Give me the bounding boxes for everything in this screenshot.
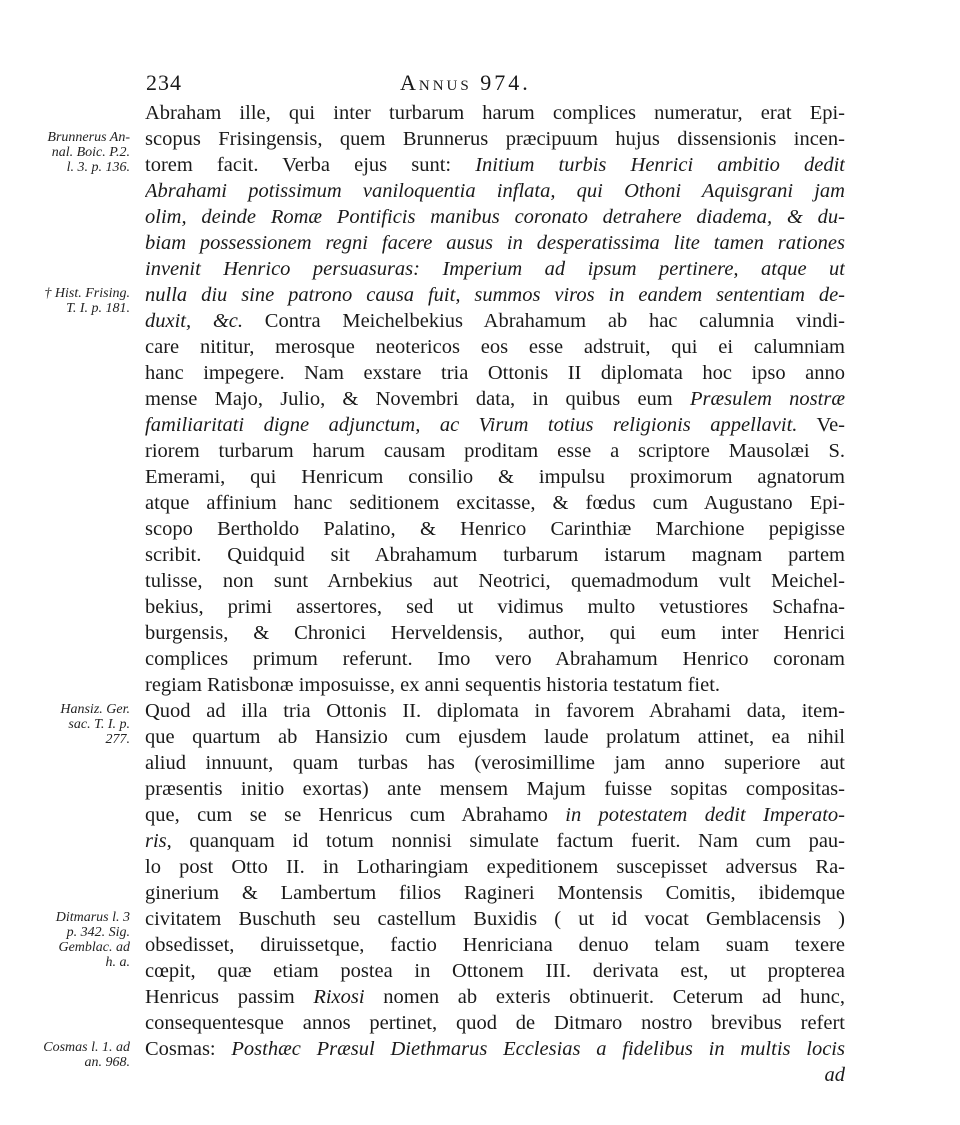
text-segment: hanc impegere. Nam exstare tria Ottonis II diplomata hoc ipso anno [145, 362, 845, 384]
text-line [145, 516, 845, 542]
text-line [145, 386, 845, 412]
text-segment: que quartum ab Hansizio cum ejusdem laude prolatum attinet, ea nihil [145, 726, 845, 748]
text-line [145, 802, 845, 828]
text-segment: ginerium & Lambertum filios Ragineri Montensis Comitis, ibidemque [145, 882, 845, 904]
text-line [145, 256, 845, 282]
text-line [145, 1062, 845, 1088]
text-segment: torem facit. Verba ejus sunt: [145, 154, 476, 176]
text-segment: scribit. Quidquid sit Abrahamum turbarum istarum magnam partem [145, 544, 845, 566]
text-segment: Cosmas: [145, 1038, 232, 1060]
text-segment: cœpit, quæ etiam postea in Ottonem III. derivata est, ut propterea [145, 960, 845, 982]
text-line [145, 100, 845, 126]
text-segment: præsentis initio exortas) ante mensem Majum fuisse sopitas compositas- [145, 778, 845, 800]
text-line [145, 308, 845, 334]
italic-segment: Rixosi [313, 986, 365, 1008]
body-text [145, 100, 845, 1088]
text-segment: Henricus passim [145, 986, 314, 1008]
text-line [145, 282, 845, 308]
margin-note-line: † Hist. Frising. [44, 286, 130, 301]
margin-note-line: sac. T. I. p. [68, 717, 130, 732]
text-line [145, 854, 845, 880]
italic-segment: Initium turbis Henrici ambitio dedit [475, 154, 845, 176]
margin-note-line: Brunnerus An- [47, 130, 130, 145]
italic-segment: nulla diu sine patrono causa fuit, summos viros in eandem sententiam de- [145, 284, 845, 306]
text-line [145, 438, 845, 464]
text-line [145, 1010, 845, 1036]
italic-segment: Præsulem nostræ [689, 388, 845, 410]
text-line [145, 672, 845, 698]
text-line [145, 542, 845, 568]
text-segment: atque affinium hanc seditionem excitasse, & fœdus cum Augustano Epi- [145, 492, 845, 514]
margin-note-line: l. 3. p. 136. [66, 160, 130, 175]
text-line [145, 984, 845, 1010]
text-segment: Contra Meichelbekius Abrahamum ab hac calumnia vindi- [243, 310, 845, 332]
text-segment: Emerami, qui Henricum consilio & impulsu proximorum agnatorum [145, 466, 845, 488]
italic-segment: familiaritati digne adjunctum, ac Virum totius religionis appellavit. [145, 414, 798, 436]
text-line [145, 568, 845, 594]
text-segment: Ve- [797, 414, 845, 436]
text-segment: civitatem Buschuth seu castellum Buxidis ( ut id vocat Gemblacensis ) [145, 908, 845, 930]
margin-note-line: h. a. [105, 955, 130, 970]
margin-note-line: Ditmarus l. 3 [55, 910, 130, 925]
text-line [145, 932, 845, 958]
text-line [145, 412, 845, 438]
text-line [145, 698, 845, 724]
text-segment: Quod ad illa tria Ottonis II. diplomata in favorem Abrahami data, item- [145, 700, 845, 722]
text-segment: consequentesque annos pertinet, quod de Ditmaro nostro brevibus refert [145, 1012, 845, 1034]
text-line [145, 1036, 845, 1062]
italic-segment: duxit, &c. [145, 310, 244, 332]
text-segment: obsedisset, diruissetque, factio Henriciana denuo telam suam texere [145, 934, 845, 956]
page-number: 234 [146, 70, 182, 95]
margin-note-line: an. 968. [84, 1055, 130, 1070]
page-header [140, 70, 840, 100]
text-line [145, 750, 845, 776]
text-line [145, 152, 845, 178]
text-line [145, 880, 845, 906]
italic-segment: Abrahami potissimum vaniloquentia inflata, qui Othoni Aquisgrani jam [145, 180, 845, 202]
text-segment: scopus Frisingensis, quem Brunnerus præcipuum hujus dissensionis incen- [145, 128, 845, 150]
italic-segment: olim, deinde Romæ Pontificis manibus coronato detrahere diadema, & du- [145, 206, 845, 228]
text-line [145, 646, 845, 672]
text-line [145, 204, 845, 230]
text-segment: aliud innuunt, quam turbas has (verosimillime jam anno superiore aut [145, 752, 845, 774]
margin-note-line: Gemblac. ad [58, 940, 130, 955]
text-line [145, 620, 845, 646]
text-line [145, 828, 845, 854]
italic-segment: Posthæc Præsul Diethmarus Ecclesias a fidelibus in multis locis [231, 1038, 845, 1060]
italic-segment: ad [824, 1064, 845, 1086]
text-line [145, 334, 845, 360]
italic-segment: in potestatem dedit Imperato- [565, 804, 845, 826]
text-line [145, 958, 845, 984]
text-line [145, 126, 845, 152]
text-line [145, 594, 845, 620]
text-segment: care nititur, merosque neotericos eos esse adstruit, qui ei calumniam [145, 336, 845, 358]
text-line [145, 776, 845, 802]
text-segment: scopo Bertholdo Palatino, & Henrico Carinthiæ Marchione pepigisse [145, 518, 845, 540]
text-segment: que, cum se se Henricus cum Abrahamo [145, 804, 566, 826]
text-line [145, 724, 845, 750]
text-segment: riorem turbarum harum causam proditam esse a scriptore Mausolæi S. [145, 440, 845, 462]
margin-note-line: nal. Boic. P.2. [51, 145, 130, 160]
margin-note-line: p. 342. Sig. [66, 925, 130, 940]
text-segment: lo post Otto II. in Lotharingiam expeditionem suscepisset adversus Ra- [145, 856, 845, 878]
text-segment: mense Majo, Julio, & Novembri data, in quibus eum [145, 388, 690, 410]
text-segment: Abraham ille, qui inter turbarum harum complices numeratur, erat Epi- [145, 102, 845, 124]
margin-note-line: T. I. p. 181. [66, 301, 130, 316]
margin-note-line: Cosmas l. 1. ad [43, 1040, 130, 1055]
text-segment: burgensis, & Chronici Herveldensis, author, qui eum inter Henrici [145, 622, 845, 644]
text-segment: , quanquam id totum nonnisi simulate factum fuerit. Nam cum pau- [166, 830, 845, 852]
margin-note-line: 277. [105, 732, 130, 747]
text-segment: nomen ab exteris obtinuerit. Ceterum ad hunc, [364, 986, 845, 1008]
text-line [145, 230, 845, 256]
text-line [145, 490, 845, 516]
text-segment: bekius, primi assertores, sed ut vidimus multo vetustiores Schafna- [145, 596, 845, 618]
italic-segment: biam possessionem regni facere ausus in desperatissima lite tamen rationes [145, 232, 845, 254]
running-title: Annus 974. [400, 70, 531, 95]
italic-segment: invenit Henrico persuasuras: Imperium ad ipsum pertinere, atque ut [145, 258, 845, 280]
italic-segment: ris [145, 830, 167, 852]
text-line [145, 178, 845, 204]
text-line [145, 906, 845, 932]
text-segment: complices primum referunt. Imo vero Abrahamum Henrico coronam [145, 648, 845, 670]
text-line [145, 464, 845, 490]
text-segment: regiam Ratisbonæ imposuisse, ex anni sequentis historia testatum fiet. [145, 674, 721, 696]
margin-note-line: Hansiz. Ger. [60, 702, 130, 717]
text-line [145, 360, 845, 386]
text-segment: tulisse, non sunt Arnbekius aut Neotrici, quemadmodum vult Meichel- [145, 570, 845, 592]
